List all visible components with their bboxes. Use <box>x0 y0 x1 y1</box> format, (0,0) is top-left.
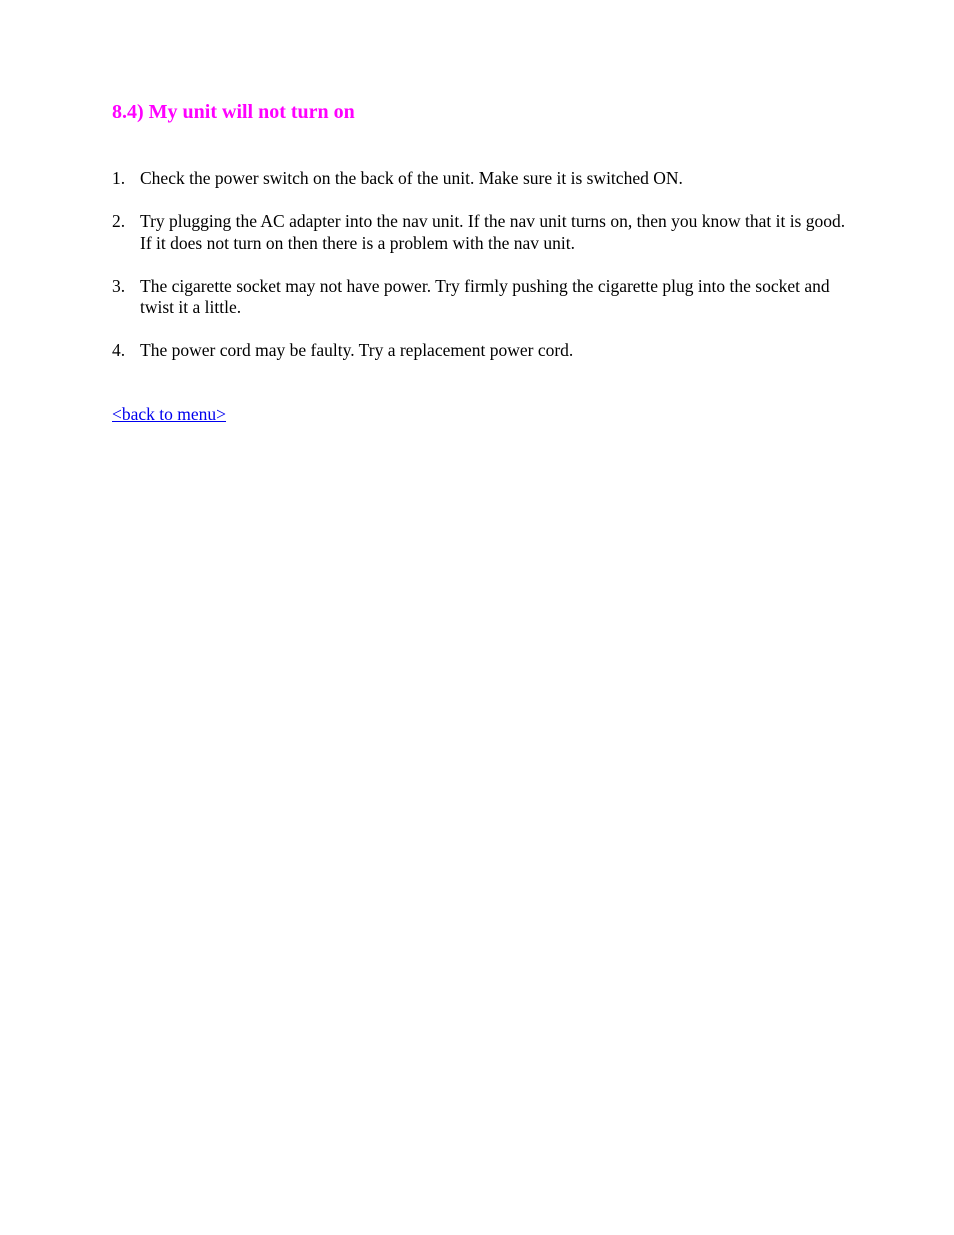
list-item-text: Try plugging the AC adapter into the nav unit. If the nav unit turns on, then you know that it is good. If it does not turn on then there is a problem with the nav unit. <box>140 211 846 253</box>
list-item <box>112 340 852 362</box>
list-item-number: 2. <box>112 211 126 231</box>
back-to-menu-link[interactable]: <back to menu> <box>112 404 227 424</box>
list-item-text: The power cord may be faulty. Try a replacement power cord. <box>140 340 574 360</box>
list-item-number: 1. <box>112 168 126 188</box>
list-item-number: 4. <box>112 340 126 360</box>
list-item <box>112 276 852 319</box>
list-item <box>112 168 852 190</box>
section-heading: 8.4) My unit will not turn on <box>112 101 355 123</box>
list-item-number: 3. <box>112 275 126 296</box>
list-item-text: Check the power switch on the back of the unit. Make sure it is switched ON. <box>140 168 683 188</box>
list-item-text: The cigarette socket may not have power. Try firmly pushing the cigarette plug into the socket and twist it a little. <box>140 275 830 317</box>
list-item <box>112 211 852 254</box>
troubleshooting-steps-list <box>112 168 852 383</box>
